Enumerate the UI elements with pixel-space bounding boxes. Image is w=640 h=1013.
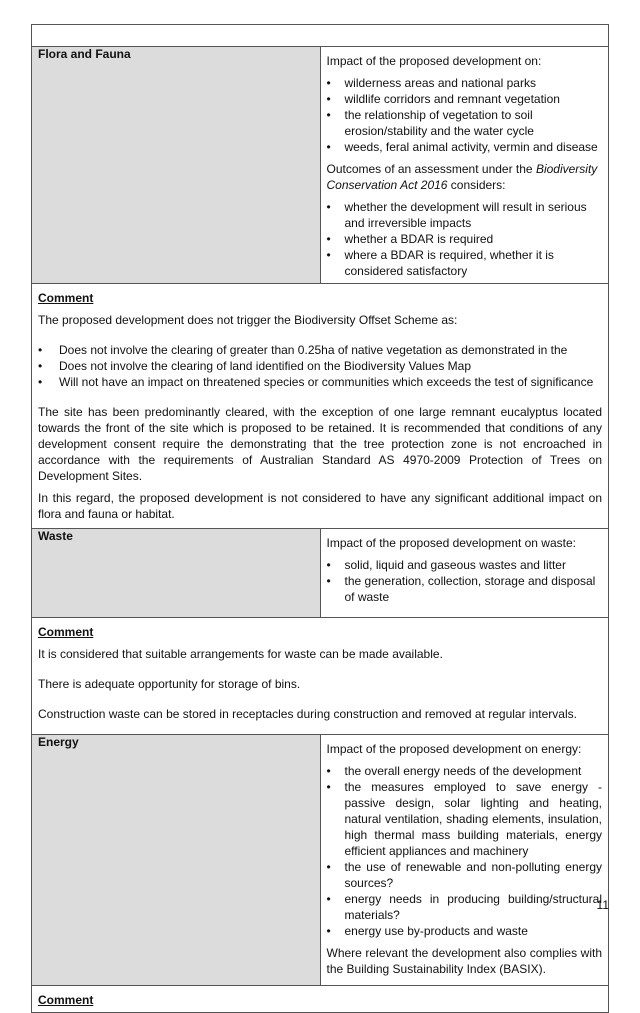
waste-comment bbox=[32, 618, 609, 735]
list-item: • weeds, feral animal activity, vermin and disease bbox=[327, 139, 603, 155]
waste-comment-p1: It is considered that suitable arrangements for waste can be made available. bbox=[38, 647, 443, 661]
flora-outcomes-list bbox=[327, 199, 603, 279]
waste-criteria bbox=[320, 529, 609, 618]
waste-comment-row bbox=[32, 618, 609, 735]
energy-row bbox=[32, 735, 609, 986]
list-item: • the use of renewable and non-polluting energy sources? bbox=[327, 859, 603, 891]
list-item: • wilderness areas and national parks bbox=[327, 75, 603, 91]
flora-comment bbox=[32, 284, 609, 529]
empty-header-row bbox=[32, 25, 609, 47]
energy-comment-row bbox=[32, 986, 609, 1013]
flora-fauna-criteria bbox=[320, 47, 609, 284]
list-item: • the generation, collection, storage and disposal of waste bbox=[327, 573, 603, 605]
flora-comment-p1: The proposed development does not trigger the Biodiversity Offset Scheme as: bbox=[38, 313, 458, 327]
waste-impact-list bbox=[327, 557, 603, 605]
biodiversity-offset-list bbox=[38, 342, 602, 390]
energy-comment bbox=[32, 986, 609, 1013]
energy-intro: Impact of the proposed development on energy: bbox=[326, 742, 582, 756]
assessment-table bbox=[31, 24, 609, 1013]
comment-heading: Comment bbox=[38, 625, 94, 639]
list-item: • the relationship of vegetation to soil erosion/stability and the water cycle bbox=[327, 107, 603, 139]
flora-outcomes-intro: Outcomes of an assessment under the Biodiversity Conservation Act 2016 considers: bbox=[326, 162, 598, 192]
list-item: • energy needs in producing building/structural materials? bbox=[327, 891, 603, 923]
waste-intro: Impact of the proposed development on waste: bbox=[326, 536, 576, 550]
flora-intro: Impact of the proposed development on: bbox=[326, 54, 542, 68]
flora-fauna-row bbox=[32, 47, 609, 284]
list-item: • where a BDAR is required, whether it is considered satisfactory bbox=[327, 247, 603, 279]
energy-impact-list bbox=[327, 763, 603, 939]
list-item: • whether the development will result in serious and irreversible impacts bbox=[327, 199, 603, 231]
list-item: • energy use by-products and waste bbox=[327, 923, 603, 939]
list-item: • the measures employed to save energy - passive design, solar lighting and heating, natural ventilation, shading elements, insulation, high thermal mass building materials, energy efficient appliances and machinery bbox=[327, 779, 603, 859]
energy-basix-note: Where relevant the development also complies with the Building Sustainability Index (BASIX). bbox=[326, 946, 602, 976]
comment-heading: Comment bbox=[38, 291, 94, 305]
page-number: 11 bbox=[596, 898, 609, 912]
energy-label: Energy bbox=[32, 735, 321, 986]
list-item: • Will not have an impact on threatened species or communities which exceeds the test of significance bbox=[38, 374, 602, 390]
comment-heading: Comment bbox=[38, 993, 94, 1007]
list-item: • solid, liquid and gaseous wastes and litter bbox=[327, 557, 603, 573]
list-item: • Does not involve the clearing of greater than 0.25ha of native vegetation as demonstrated in the bbox=[38, 342, 602, 358]
document-page bbox=[31, 24, 609, 1013]
flora-comment-row bbox=[32, 284, 609, 529]
waste-comment-p3: Construction waste can be stored in receptacles during construction and removed at regular intervals. bbox=[38, 707, 577, 721]
waste-label: Waste bbox=[32, 529, 321, 618]
list-item: • whether a BDAR is required bbox=[327, 231, 603, 247]
list-item: • wildlife corridors and remnant vegetation bbox=[327, 91, 603, 107]
waste-row bbox=[32, 529, 609, 618]
flora-impact-list bbox=[327, 75, 603, 155]
flora-comment-p3: In this regard, the proposed development is not considered to have any significant additional impact on flora and fauna or habitat. bbox=[38, 491, 602, 521]
act-name: Biodiversity Conservation Act 2016 bbox=[326, 162, 598, 192]
flora-fauna-label: Flora and Fauna bbox=[32, 47, 321, 284]
flora-comment-p2: The site has been predominantly cleared, with the exception of one large remnant eucalyptus located towards the front of the site which is proposed to be retained. It is recommended that conditions of any development consent require the demonstrating that the tree protection zone is not encroached in accordance with the requirements of Australian Standard AS 4970-2009 Protection of Trees on Development Sites. bbox=[38, 405, 602, 483]
waste-comment-p2: There is adequate opportunity for storage of bins. bbox=[38, 677, 301, 691]
list-item: • the overall energy needs of the development bbox=[327, 763, 603, 779]
list-item: • Does not involve the clearing of land identified on the Biodiversity Values Map bbox=[38, 358, 602, 374]
energy-criteria bbox=[320, 735, 609, 986]
